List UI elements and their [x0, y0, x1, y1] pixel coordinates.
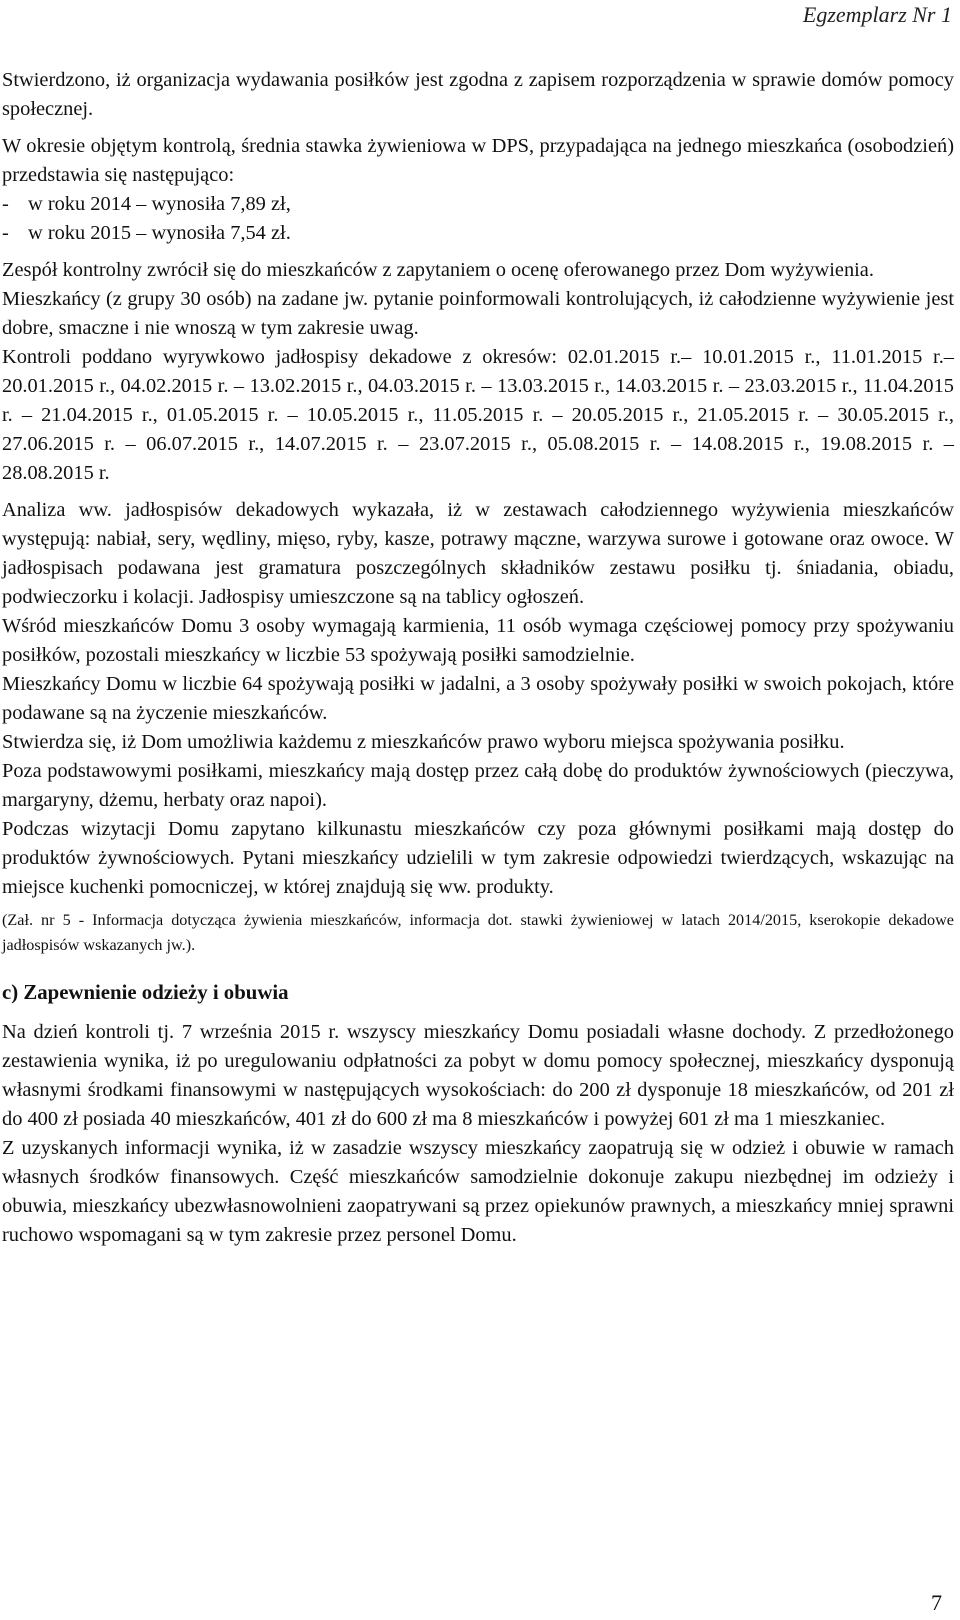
- paragraph-resident-inquiry: Zespół kontrolny zwrócił się do mieszkańców z zapytaniem o ocenę oferowanego przez Dom wyżywienia.: [2, 259, 874, 281]
- paragraph-meal-organization: Stwierdzono, iż organizacja wydawania posiłków jest zgodna z zapisem rozporządzenia w sprawie domów pomocy społecznej.: [2, 69, 954, 120]
- paragraph-dining-location: Mieszkańcy Domu w liczbie 64 spożywają posiłki w jadalni, a 3 osoby spożywały posiłki w swoich pokojach, które podawane są na życzenie mieszkańców.: [2, 673, 954, 724]
- paragraph-feeding-assistance: Wśród mieszkańców Domu 3 osoby wymagają karmienia, 11 osób wymaga częściowej pomocy przy spożywaniu posiłków, pozostali mieszkańcy w liczbie 53 spożywają posiłki samodzielnie.: [2, 615, 954, 666]
- paragraph-place-choice: Stwierdza się, iż Dom umożliwia każdemu z mieszkańców prawo wyboru miejsca spożywania posiłku.: [2, 731, 845, 753]
- list-item-text: w roku 2014 – wynosiła 7,89 zł,: [28, 193, 291, 215]
- section-heading-clothing: c) Zapewnienie odzieży i obuwia: [2, 981, 289, 1004]
- list-dash: -: [2, 222, 9, 244]
- list-item-text: w roku 2015 – wynosiła 7,54 zł.: [28, 222, 291, 244]
- paragraph-resident-income: Na dzień kontroli tj. 7 września 2015 r. wszyscy mieszkańcy Domu posiadali własne dochody. Z przedłożonego zestawienia wynika, iż po uregulowaniu odpłatności za pobyt w domu pomocy społecznej, mieszkańcy dysponują własnymi środkami finansowymi w następujących wysokościach: do 200 zł dysponuje 18 mieszkańców, od 201 zł do 400 zł posiada 40 mieszkańców, 401 zł do 600 zł ma 8 mieszkańców i powyżej 601 zł ma 1 mieszkaniec.: [2, 1021, 954, 1130]
- copy-number-header: Egzemplarz Nr 1: [802, 2, 952, 27]
- list-item: [2, 190, 954, 219]
- list-item: [2, 219, 954, 248]
- list-dash: -: [2, 193, 9, 215]
- paragraph-visit-inquiry: Podczas wizytacji Domu zapytano kilkunastu mieszkańców czy poza głównymi posiłkami mają dostęp do produktów żywnościowych. Pytani mieszkańcy udzielili w tym zakresie odpowiedzi twierdzących, wskazując na miejsce kuchenki pomocniczej, w której znajdują się ww. produkty.: [2, 818, 954, 898]
- paragraph-clothing-supply: Z uzyskanych informacji wynika, iż w zasadzie wszyscy mieszkańcy zaopatrują się w odzież i obuwie w ramach własnych środków finansowych. Część mieszkańców samodzielnie dokonuje zakupu niezbędnej im odzieży i obuwia, mieszkańcy ubezwłasnowolnieni zaopatrywani są przez opiekunów prawnych, a mieszkańcy mniej sprawni ruchowo wspomagani są w tym zakresie przez personel Domu.: [2, 1137, 954, 1246]
- food-rate-list: [2, 190, 954, 248]
- paragraph-menu-periods: Kontroli poddano wyrywkowo jadłospisy dekadowe z okresów: 02.01.2015 r.– 10.01.2015 r., 11.01.2015 r.– 20.01.2015 r., 04.02.2015 r. – 13.02.2015 r., 04.03.2015 r. – 13.03.2015 r., 14.03.2015 r. – 23.03.2015 r., 11.04.2015 r. – 21.04.2015 r., 01.05.2015 r. – 10.05.2015 r., 11.05.2015 r. – 20.05.2015 r., 21.05.2015 r. – 30.05.2015 r., 27.06.2015 r. – 06.07.2015 r., 14.07.2015 r. – 23.07.2015 r., 05.08.2015 r. – 14.08.2015 r., 19.08.2015 r. – 28.08.2015 r.: [2, 346, 954, 484]
- paragraph-food-access: Poza podstawowymi posiłkami, mieszkańcy mają dostęp przez całą dobę do produktów żywnościowych (pieczywa, margaryny, dżemu, herbaty oraz napoi).: [2, 760, 954, 811]
- attachment-note: (Zał. nr 5 - Informacja dotycząca żywienia mieszkańców, informacja dot. stawki żywieniowej w latach 2014/2015, kserokopie dekadowe jadłospisów wskazanych jw.).: [2, 911, 954, 954]
- paragraph-food-rate-intro: W okresie objętym kontrolą, średnia stawka żywieniowa w DPS, przypadająca na jednego mieszkańca (osobodzień) przedstawia się następująco:: [2, 135, 954, 186]
- document-body: [2, 66, 954, 1250]
- paragraph-menu-analysis: Analiza ww. jadłospisów dekadowych wykazała, iż w zestawach całodziennego wyżywienia mieszkańców występują: nabiał, sery, wędliny, mięso, ryby, kasze, potrawy mączne, warzywa surowe i gotowane oraz owoce. W jadłospisach podawana jest gramatura poszczególnych składników zestawu posiłku tj. śniadania, obiadu, podwieczorku i kolacji. Jadłospisy umieszczone są na tablicy ogłoszeń.: [2, 499, 954, 608]
- page-number: 7: [931, 1590, 942, 1615]
- paragraph-resident-opinion: Mieszkańcy (z grupy 30 osób) na zadane jw. pytanie poinformowali kontrolujących, iż całodzienne wyżywienie jest dobre, smaczne i nie wnoszą w tym zakresie uwag.: [2, 288, 954, 339]
